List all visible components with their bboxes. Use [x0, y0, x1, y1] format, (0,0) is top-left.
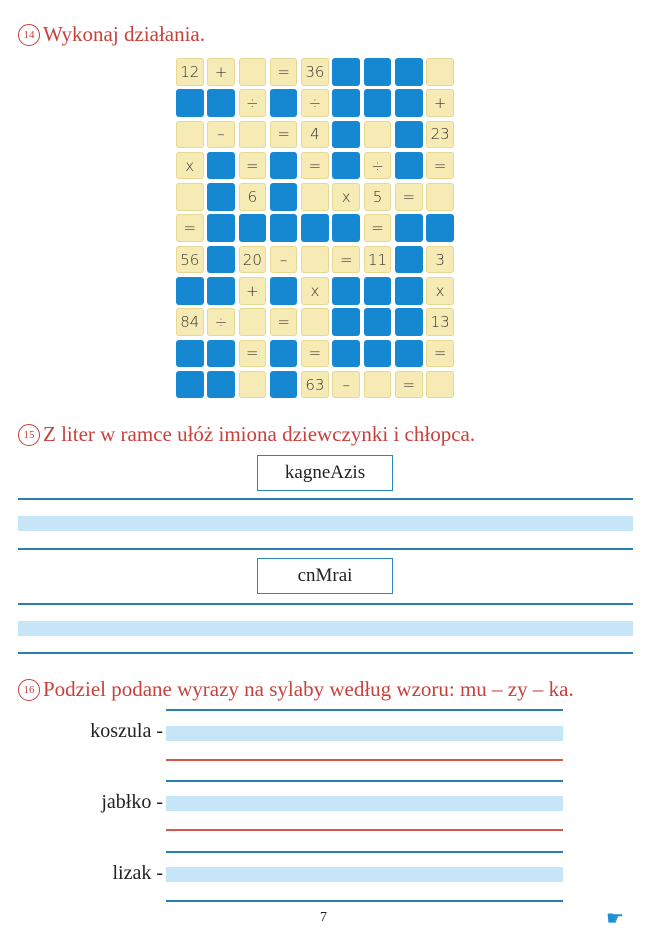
grid-cell: =	[426, 340, 454, 368]
empty-answer-cell[interactable]	[239, 371, 267, 399]
grid-cell: =	[395, 371, 423, 399]
blocked-cell	[332, 214, 360, 242]
grid-cell: 13	[426, 308, 454, 336]
grid-cell: 5	[364, 183, 392, 211]
writing-band[interactable]	[166, 726, 563, 741]
grid-cell: =	[270, 121, 298, 149]
grid-cell: =	[395, 183, 423, 211]
grid-cell: x	[332, 183, 360, 211]
blocked-cell	[176, 371, 204, 399]
word-jablko: jabłko -	[101, 791, 163, 813]
grid-cell: 12	[176, 58, 204, 86]
blocked-cell	[426, 214, 454, 242]
exercise-title: Wykonaj działania.	[43, 22, 206, 46]
blocked-cell	[207, 152, 235, 180]
exercise-number: 16	[18, 679, 40, 701]
blocked-cell	[364, 340, 392, 368]
empty-answer-cell[interactable]	[426, 183, 454, 211]
letters-box-girl: kagneAzis	[257, 455, 393, 491]
empty-answer-cell[interactable]	[426, 58, 454, 86]
blocked-cell	[207, 183, 235, 211]
grid-cell: –	[270, 246, 298, 274]
grid-cell: 84	[176, 308, 204, 336]
grid-cell: =	[301, 340, 329, 368]
blocked-cell	[364, 89, 392, 117]
writing-line	[18, 652, 633, 654]
grid-cell: ÷	[239, 89, 267, 117]
blocked-cell	[395, 121, 423, 149]
blocked-cell	[364, 58, 392, 86]
writing-line	[166, 709, 563, 711]
exercise-number: 15	[18, 424, 40, 446]
empty-answer-cell[interactable]	[239, 308, 267, 336]
empty-answer-cell[interactable]	[176, 121, 204, 149]
writing-band[interactable]	[166, 796, 563, 811]
blocked-cell	[395, 214, 423, 242]
empty-answer-cell[interactable]	[364, 371, 392, 399]
grid-cell: 3	[426, 246, 454, 274]
grid-cell: 63	[301, 371, 329, 399]
blocked-cell	[270, 214, 298, 242]
empty-answer-cell[interactable]	[301, 308, 329, 336]
blocked-cell	[207, 371, 235, 399]
writing-line	[166, 900, 563, 902]
grid-cell: x	[426, 277, 454, 305]
blocked-cell	[207, 246, 235, 274]
grid-cell: x	[301, 277, 329, 305]
grid-cell: –	[332, 371, 360, 399]
grid-cell: x	[176, 152, 204, 180]
blocked-cell	[207, 89, 235, 117]
blocked-cell	[270, 152, 298, 180]
blocked-cell	[395, 340, 423, 368]
blocked-cell	[332, 277, 360, 305]
empty-answer-cell[interactable]	[176, 183, 204, 211]
writing-line	[166, 780, 563, 782]
blocked-cell	[176, 277, 204, 305]
grid-cell: =	[364, 214, 392, 242]
blocked-cell	[332, 340, 360, 368]
blocked-cell	[176, 340, 204, 368]
exercise-14-heading	[18, 22, 205, 47]
blocked-cell	[207, 340, 235, 368]
page-number: 7	[320, 910, 327, 925]
grid-cell: ÷	[207, 308, 235, 336]
exercise-16-heading	[18, 677, 574, 702]
grid-cell: ÷	[364, 152, 392, 180]
writing-band[interactable]	[18, 516, 633, 531]
grid-cell: =	[270, 308, 298, 336]
grid-cell: 56	[176, 246, 204, 274]
grid-cell: +	[239, 277, 267, 305]
grid-cell: =	[176, 214, 204, 242]
blocked-cell	[270, 371, 298, 399]
grid-cell: =	[301, 152, 329, 180]
blocked-cell	[270, 277, 298, 305]
grid-cell: =	[239, 340, 267, 368]
word-koszula: koszula -	[90, 720, 163, 742]
blocked-cell	[395, 152, 423, 180]
blocked-cell	[332, 58, 360, 86]
empty-answer-cell[interactable]	[239, 121, 267, 149]
blocked-cell	[395, 89, 423, 117]
grid-cell: +	[207, 58, 235, 86]
exercise-title: Z liter w ramce ułóż imiona dziewczynki i chłopca.	[43, 422, 476, 446]
writing-line-red	[166, 829, 563, 831]
blocked-cell	[332, 308, 360, 336]
grid-cell: =	[270, 58, 298, 86]
grid-cell: +	[426, 89, 454, 117]
blocked-cell	[207, 214, 235, 242]
grid-cell: ÷	[301, 89, 329, 117]
exercise-title: Podziel podane wyrazy na sylaby według wzoru: mu – zy – ka.	[43, 677, 574, 701]
grid-cell: 20	[239, 246, 267, 274]
blocked-cell	[301, 214, 329, 242]
grid-cell: =	[332, 246, 360, 274]
empty-answer-cell[interactable]	[301, 246, 329, 274]
blocked-cell	[364, 308, 392, 336]
blocked-cell	[395, 58, 423, 86]
letters-box-boy: cnMrai	[257, 558, 393, 594]
blocked-cell	[332, 152, 360, 180]
pointing-hand-icon: ☛	[606, 906, 624, 930]
empty-answer-cell[interactable]	[364, 121, 392, 149]
writing-band[interactable]	[18, 621, 633, 636]
grid-cell: =	[426, 152, 454, 180]
blocked-cell	[176, 89, 204, 117]
grid-cell: 6	[239, 183, 267, 211]
blocked-cell	[270, 89, 298, 117]
exercise-15-heading	[18, 422, 475, 447]
grid-cell: 36	[301, 58, 329, 86]
empty-answer-cell[interactable]	[301, 183, 329, 211]
writing-line	[18, 498, 633, 500]
blocked-cell	[332, 121, 360, 149]
writing-line	[18, 603, 633, 605]
grid-cell: 4	[301, 121, 329, 149]
grid-cell: =	[239, 152, 267, 180]
writing-line	[18, 548, 633, 550]
grid-cell: 23	[426, 121, 454, 149]
word-lizak: lizak -	[112, 862, 163, 884]
blocked-cell	[239, 214, 267, 242]
blocked-cell	[364, 277, 392, 305]
grid-cell: –	[207, 121, 235, 149]
blocked-cell	[395, 277, 423, 305]
empty-answer-cell[interactable]	[426, 371, 454, 399]
blocked-cell	[270, 183, 298, 211]
writing-line-red	[166, 759, 563, 761]
writing-band[interactable]	[166, 867, 563, 882]
blocked-cell	[332, 89, 360, 117]
blocked-cell	[270, 340, 298, 368]
writing-line	[166, 851, 563, 853]
exercise-number: 14	[18, 24, 40, 46]
math-crossword-grid	[176, 58, 454, 398]
blocked-cell	[395, 308, 423, 336]
empty-answer-cell[interactable]	[239, 58, 267, 86]
blocked-cell	[395, 246, 423, 274]
grid-cell: 11	[364, 246, 392, 274]
blocked-cell	[207, 277, 235, 305]
